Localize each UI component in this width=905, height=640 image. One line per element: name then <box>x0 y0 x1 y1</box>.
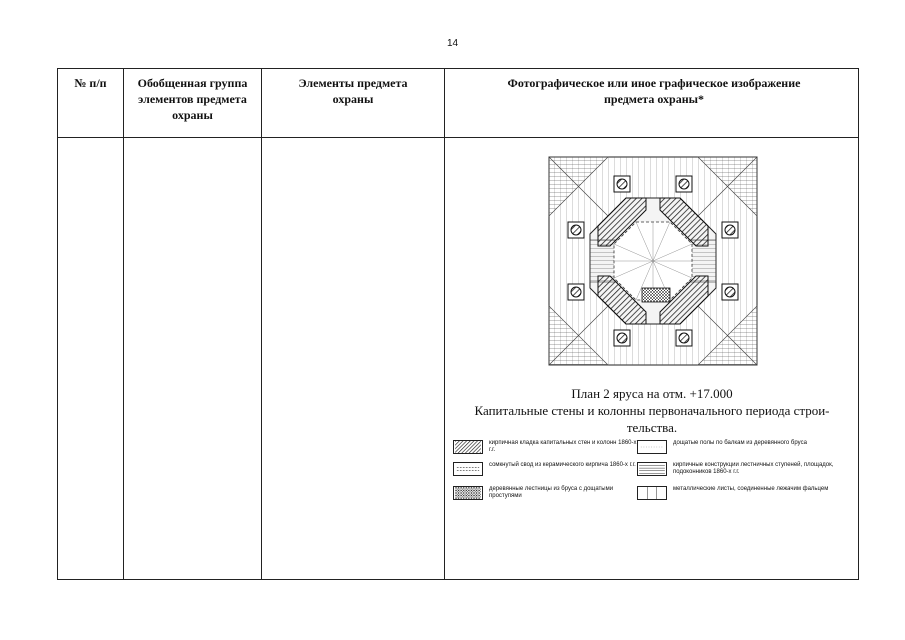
legend-label: дощатые полы по балкам из деревянного бруса <box>673 440 807 446</box>
header-element-group: Обобщенная группа элементов предмета охраны <box>137 76 248 122</box>
legend-label: сомкнутый свод из керамического кирпича 1860-х г.г. <box>489 462 636 468</box>
legend-item <box>637 486 848 500</box>
floor-plan-drawing <box>548 156 760 368</box>
legend-label: кирпичные конструкции лестничных ступеней, площадок, подоконников 1860-х г.г. <box>673 462 834 475</box>
legend-item <box>637 462 853 476</box>
drawing-caption-title: План 2 яруса на отм. +17.000 <box>571 386 733 401</box>
legend-label: кирпичная кладка капитальных стен и колонн 1860-х г.г. <box>489 440 637 453</box>
legend-swatch-dashed <box>453 462 483 476</box>
legend-item <box>453 462 639 476</box>
column-divider <box>261 69 262 579</box>
legend-item <box>637 440 848 454</box>
legend-item <box>453 486 639 500</box>
legend-label: деревянные лестницы из бруса с дощатыми проступями <box>489 486 614 499</box>
header-number: № п/п <box>74 76 107 90</box>
column-divider <box>444 69 445 579</box>
column-divider <box>123 69 124 579</box>
legend-swatch-horizontal <box>637 462 667 476</box>
header-elements: Элементы предмета охраны <box>298 76 408 106</box>
drawing-caption-text: Капитальные стены и колонны первоначального периода строи- <box>474 403 830 418</box>
page-number: 14 <box>446 38 459 49</box>
legend-swatch-dense <box>453 486 483 500</box>
header-divider <box>58 137 858 138</box>
legend-swatch-hatch <box>453 440 483 454</box>
legend-label: металлические листы, соединенные лежачим фальцем <box>673 486 829 492</box>
legend-swatch-dotted <box>637 440 667 454</box>
drawing-caption-text-cont: тельства. <box>626 420 678 435</box>
legend-item <box>453 440 639 454</box>
header-image: Фотографическое или иное графическое изображение предмета охраны* <box>507 76 801 106</box>
legend-swatch-vertical <box>637 486 667 500</box>
